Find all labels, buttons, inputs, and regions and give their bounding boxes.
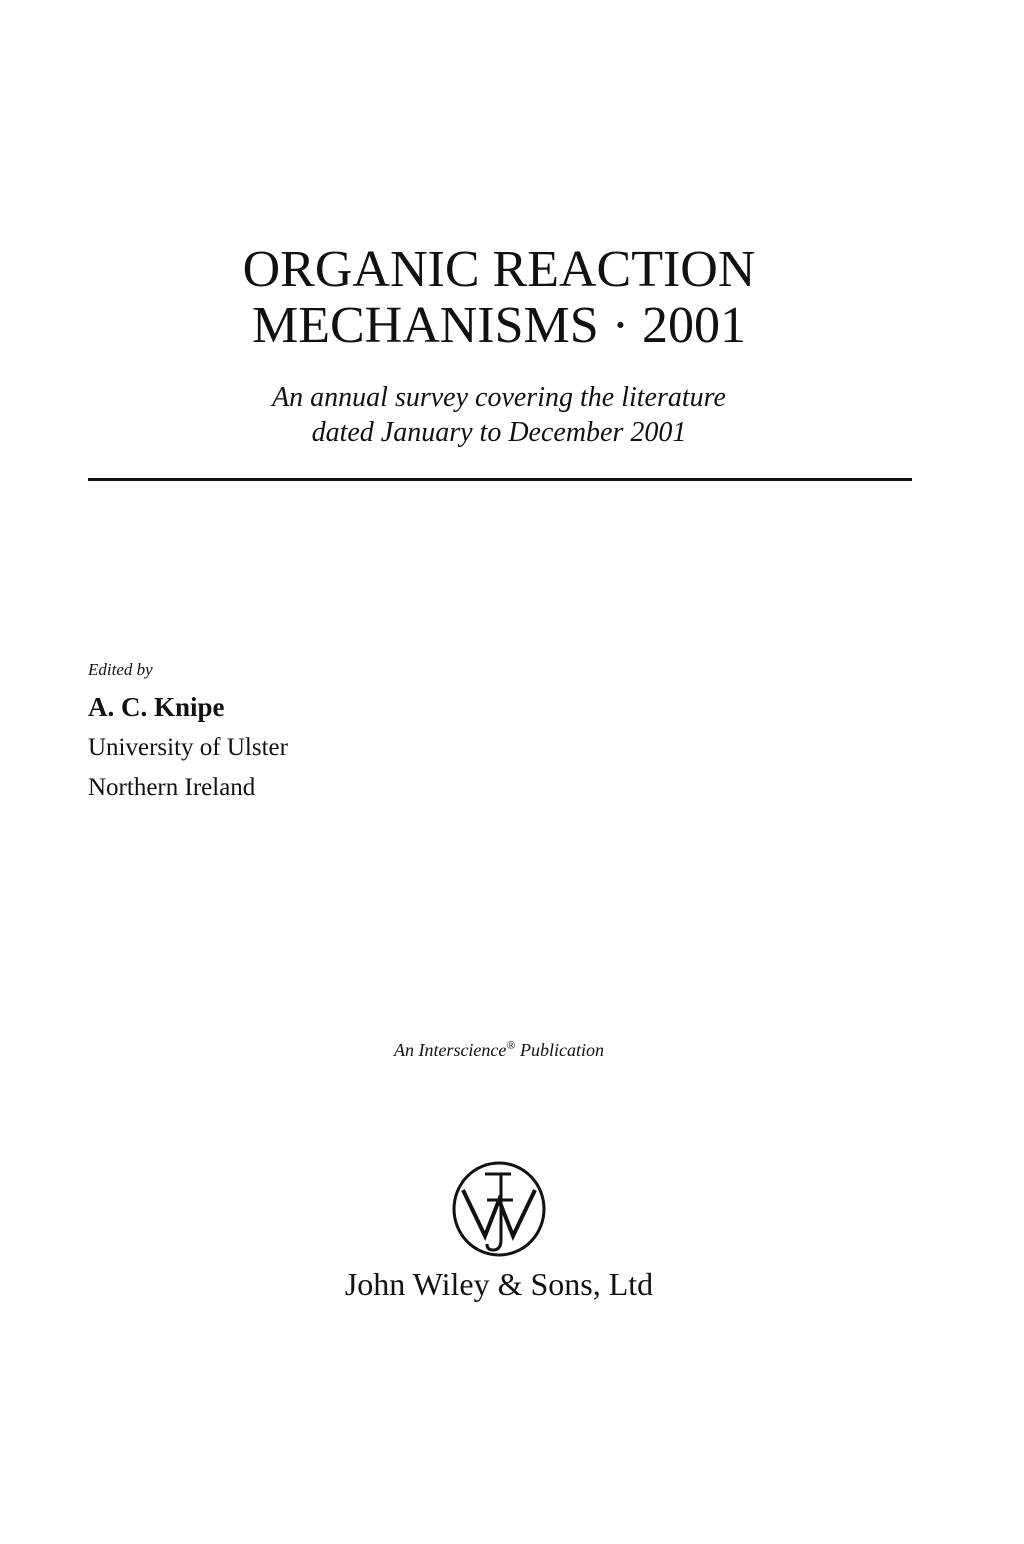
wiley-logo-icon — [451, 1160, 547, 1258]
divider-rule — [88, 478, 912, 481]
registered-mark: ® — [506, 1038, 516, 1052]
imprint-line — [0, 1038, 998, 1061]
editor-affiliation-1: University of Ulster — [88, 734, 288, 761]
subtitle-line-1: An annual survey covering the literature — [272, 382, 726, 413]
imprint-prefix: An Interscience — [393, 1040, 507, 1060]
title-line-1: ORGANIC REACTION — [242, 241, 756, 298]
imprint-suffix: Publication — [515, 1040, 605, 1060]
edited-by-label: Edited by — [88, 660, 153, 679]
editor-name: A. C. Knipe — [88, 692, 225, 722]
editor-affiliation-2: Northern Ireland — [88, 774, 256, 801]
title-line-2: MECHANISMS · 2001 — [251, 297, 747, 354]
publisher-name: John Wiley & Sons, Ltd — [344, 1266, 654, 1302]
subtitle-line-2: dated January to December 2001 — [311, 417, 687, 448]
